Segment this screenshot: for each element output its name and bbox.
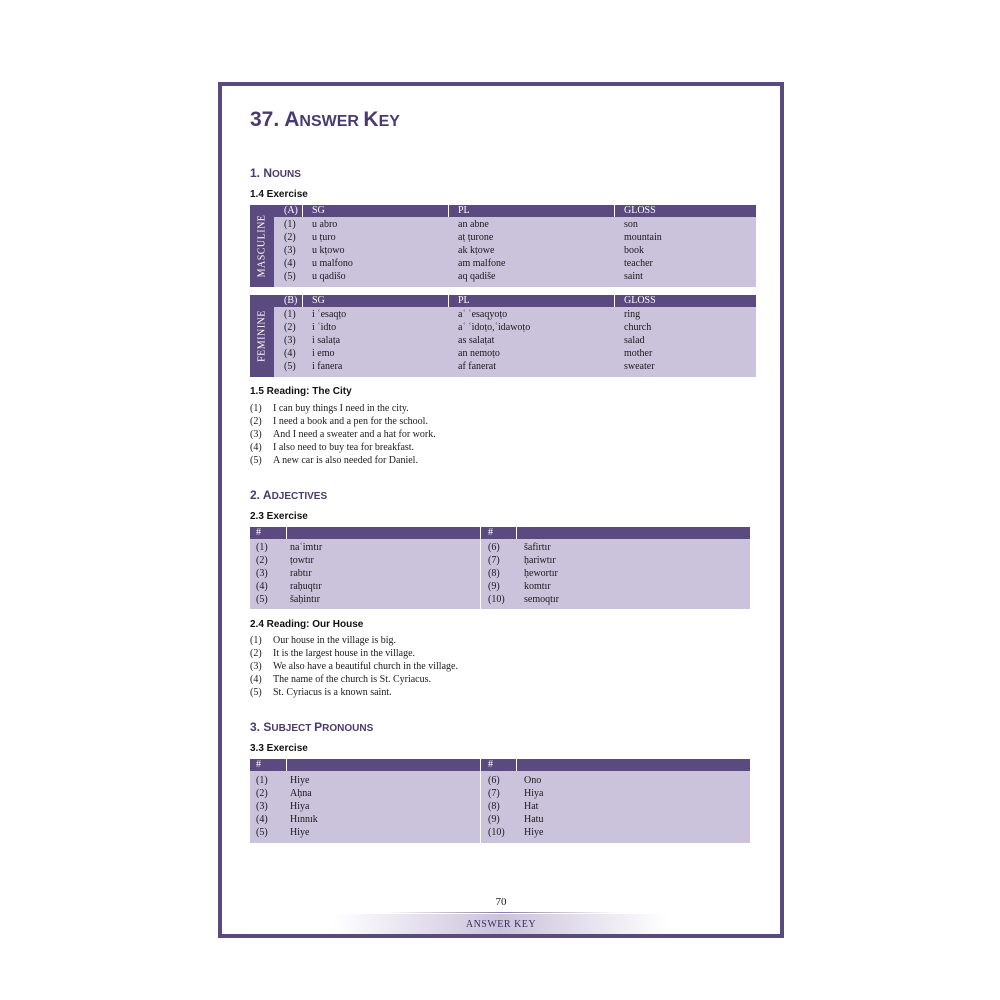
table-row: (4) u malfono am malfone teacher	[284, 258, 653, 269]
section-heading-adjectives: 2. ADJECTIVES	[250, 488, 328, 502]
feminine-header-row: (B) SG PL GLOSS	[274, 295, 756, 307]
table-row: (3) rabtır (8) ḥewortır	[256, 568, 558, 579]
page-title: 37. ANSWER KEY	[250, 108, 400, 131]
section-heading-subject-pronouns: 3. SUBJECT PRONOUNS	[250, 720, 374, 734]
exercise-heading-2-3: 2.3 Exercise	[250, 511, 308, 522]
table-row: (5) Hiye (10) Hiye	[256, 827, 544, 838]
feminine-side-label: FEMININE	[250, 295, 274, 377]
table-row: (2) i ʿidto aʿ ʿidoṭo,ʿidawoṭo church	[284, 322, 652, 333]
table-row: (4) i emo an nemoṭo mother	[284, 348, 653, 359]
table-row: (2) Aḥna (7) Hiya	[256, 788, 544, 799]
reading-heading-city: 1.5 Reading: The City	[250, 386, 352, 397]
footer-label: ANSWER KEY	[465, 919, 537, 930]
book-page: 37. ANSWER KEY 1. NOUNS 1.4 Exercise MASCULINE (A) SG PL GLOSS (1) u abro an abne son (2) u ṭuro aṭ ṭurone mountain (3) u kṭowo ak kṭowe book (4) u malfono am malfone teacher (5) u qadišo aq qadiše saint FEMININE (B) SG PL GLOSS (1) i ʿesaqṭo aʿ ʿesaqyoṭo ring (2) i ʿidto aʿ ʿidoṭo,ʿidawoṭo church (3) i salaṭa as salaṭat salad (4) i emo an nemoṭo mother (5) i fanera af fanerat sweater 1.5 Reading: The City (1) I can buy things I need in the city. (2) I need a book and a pen for the school. (3) And I need a sweater and a hat for work. (4) I also need to buy tea for breakfast. (5) A new car is also needed for Daniel. 2. ADJECTIVES 2.3 Exercise # # (1) naʿimtır (6) šafirtır (2) ṭowtır (7) ḥariwtır (3) rabtır (8) ḥewortır (4) raḥuqtır (9) komtır (5) šaḥintır (10) semoqtır 2.4 Reading: Our House (1) Our house in the village is big. (2) It is the largest house in the village. (3) We also have a beautiful church in the village. (4) The name of the church is St. Cyriacus. (5) St. Cyriacus is a known saint. 3. SUBJECT PRONOUNS 3.3 Exercise # # (1) Hiye (6) Ono (2) Aḥna (7) Hiya (3) Hiya (8) Hat (4) Hınnık (9) Hatu (5) Hiye (10) Hiye 70 ANSWER KEY	[218, 82, 784, 938]
pronouns-header-row: # #	[250, 759, 750, 771]
reading-heading-house: 2.4 Reading: Our House	[250, 619, 364, 630]
table-row: (4) raḥuqtır (9) komtır	[256, 581, 551, 592]
table-row: (4) Hınnık (9) Hatu	[256, 814, 544, 825]
masculine-header-row: (A) SG PL GLOSS	[274, 205, 756, 217]
footer-divider	[387, 912, 617, 913]
table-row: (3) u kṭowo ak kṭowe book	[284, 245, 644, 256]
running-footer	[222, 914, 780, 934]
exercise-heading-1-4: 1.4 Exercise	[250, 189, 308, 200]
table-row: (5) šaḥintır (10) semoqtır	[256, 594, 559, 605]
exercise-heading-3-3: 3.3 Exercise	[250, 743, 308, 754]
table-row: (3) i salaṭa as salaṭat salad	[284, 335, 645, 346]
masculine-side-label: MASCULINE	[250, 205, 274, 287]
table-row: (1) i ʿesaqṭo aʿ ʿesaqyoṭo ring	[284, 309, 641, 320]
table-row: (2) u ṭuro aṭ ṭurone mountain	[284, 232, 662, 243]
table-row: (3) Hiya (8) Hat	[256, 801, 539, 812]
table-row: (1) u abro an abne son	[284, 219, 638, 230]
table-row: (1) Hiye (6) Ono	[256, 775, 542, 786]
table-row: (5) i fanera af fanerat sweater	[284, 361, 655, 372]
section-heading-nouns: 1. NOUNS	[250, 166, 301, 180]
table-row: (2) ṭowtır (7) ḥariwtır	[256, 555, 556, 566]
page-number: 70	[495, 896, 507, 908]
adjectives-header-row: # #	[250, 527, 750, 539]
table-row: (5) u qadišo aq qadiše saint	[284, 271, 643, 282]
table-row: (1) naʿimtır (6) šafirtır	[256, 542, 551, 553]
